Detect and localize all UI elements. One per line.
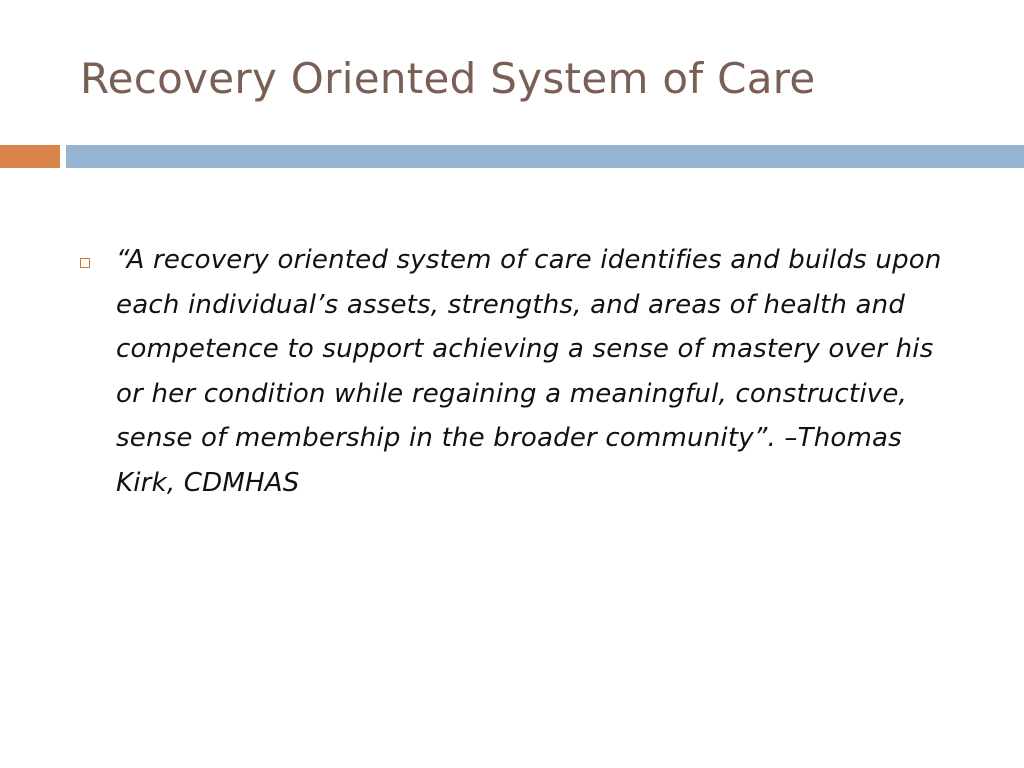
- quote-text: “A recovery oriented system of care identifies and builds upon each individual’s assets, strengths, and areas of health and competence to support achieving a sense of mastery over his or her condition while regaining a meaningful, constructive, sense of membership in the broader community”. –Thomas Kirk, CDMHAS: [116, 245, 942, 498]
- hollow-square-bullet-icon: [80, 258, 90, 268]
- bullet-item: [80, 238, 960, 505]
- title-accent-bar: [0, 145, 60, 168]
- slide-title: Recovery Oriented System of Care: [80, 54, 816, 103]
- title-divider-bar: [66, 145, 1024, 168]
